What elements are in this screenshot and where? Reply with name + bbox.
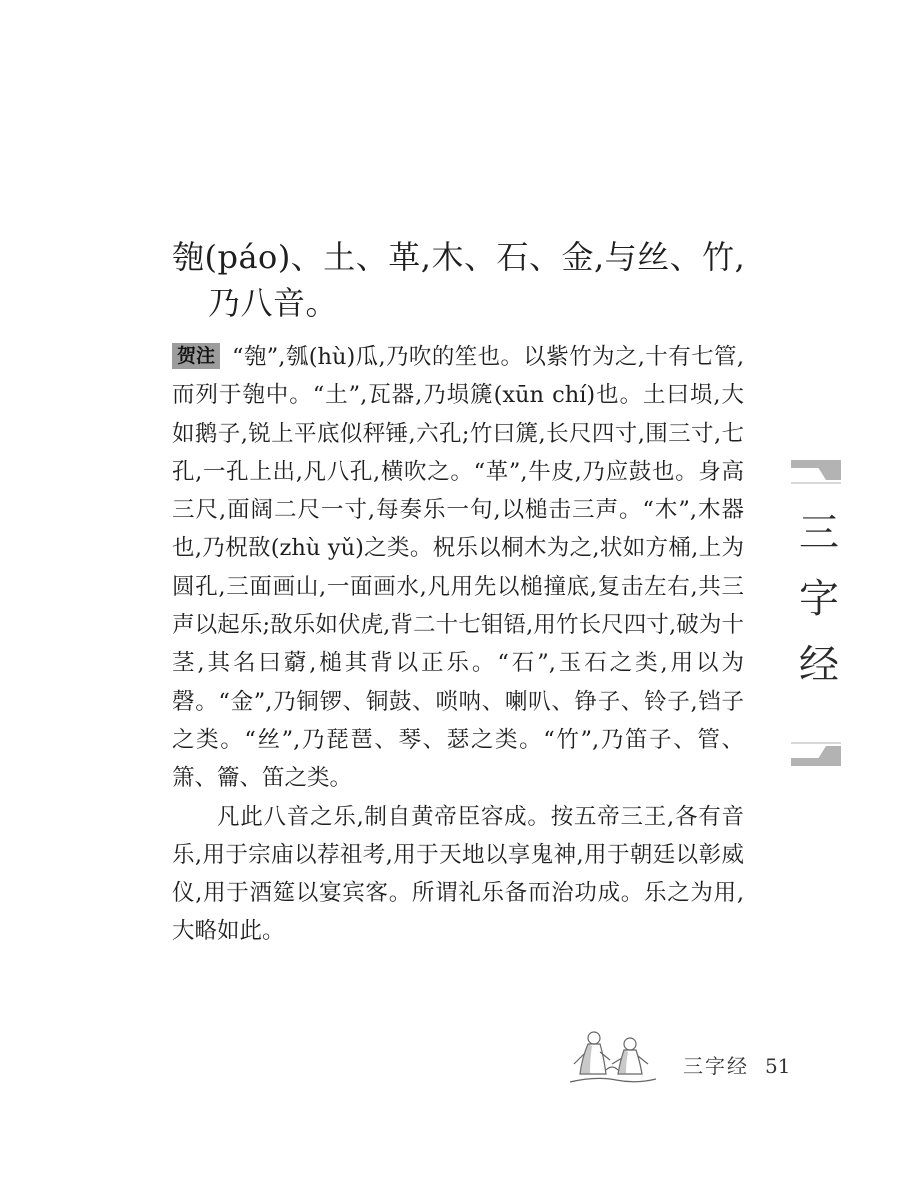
annotation-paragraph-2: 凡此八音之乐,制自黄帝臣容成。按五帝三王,各有音乐,用于宗庙以荐祖考,用于天地以享鬼神,用于朝廷以彰威仪,用于酒筵以宴宾客。所谓礼乐备而治功成。乐之为用,大略如此。 xyxy=(172,803,744,945)
tab-top-ornament xyxy=(791,460,841,480)
side-chapter-tab xyxy=(791,460,841,766)
footer-book-title: 三字经 xyxy=(683,1054,749,1078)
verse-line-2: 乃八音。 xyxy=(208,284,339,322)
verse-line-1: 匏(páo)、土、革,木、石、金,与丝、竹, xyxy=(172,238,746,276)
verse-heading xyxy=(172,234,752,326)
tab-bottom-ornament xyxy=(791,746,841,766)
annotation-text-1: “匏”,瓠(hù)瓜,乃吹的笙也。以紫竹为之,十有七管,而列于匏中。“土”,瓦器,乃埙篪(xūn chí)也。土曰埙,大如鹅子,锐上平底似秤锤,六孔;竹曰篪,长尺四寸,围三寸,七孔,一孔上出,凡八孔,横吹之。“革”,牛皮,乃应鼓也。身高三尺,面阔二尺一寸,每奏乐一句,以槌击三声。“木”,木器也,乃柷敔(zhù yǔ)之类。柷乐以桐木为之,状如方桶,上为圆孔,三面画山,一面画水,凡用先以槌撞底,复击左右,共三声以起乐;敔乐如伏虎,背二十七钼铻,用竹长尺四寸,破为十茎,其名曰藭,槌其背以正乐。“石”,玉石之类,用以为磬。“金”,乃铜锣、铜鼓、唢呐、喇叭、铮子、铃子,铛子之类。“丝”,乃琵琶、琴、瑟之类。“竹”,乃笛子、管、箫、籥、笛之类。 xyxy=(172,344,744,792)
side-tab-title: 三字经 xyxy=(792,511,839,709)
tab-rule-top xyxy=(791,482,841,484)
annotation-tag: 贺注 xyxy=(172,343,220,369)
annotation-body xyxy=(172,338,744,951)
tab-rule-bottom xyxy=(791,742,841,744)
annotation-paragraph xyxy=(172,338,744,798)
page-footer xyxy=(683,1050,790,1079)
footer-figures-illustration xyxy=(566,1024,658,1086)
page-number: 51 xyxy=(765,1054,791,1078)
